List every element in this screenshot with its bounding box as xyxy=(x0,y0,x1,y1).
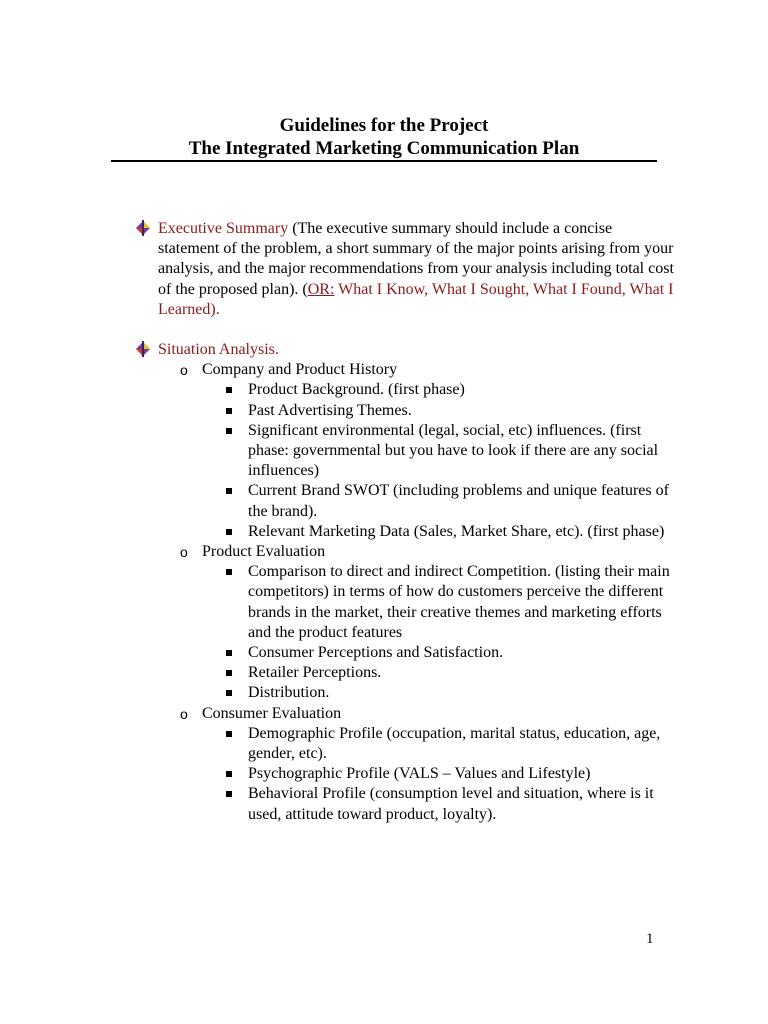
list-item xyxy=(202,724,674,764)
hollow-circle-bullet-icon: o xyxy=(180,544,188,561)
group-label: Company and Product History xyxy=(202,361,398,379)
square-bullet-icon xyxy=(226,690,232,696)
list-item xyxy=(202,663,674,683)
or-text: What I Know, What I Sought, What I Found, What I Learned). xyxy=(158,280,674,318)
executive-summary-section xyxy=(134,219,674,320)
square-bullet-icon xyxy=(226,771,232,777)
document-title xyxy=(111,114,657,160)
item-text: Retailer Perceptions. xyxy=(248,664,382,682)
list-item xyxy=(202,481,674,521)
item-text: Past Advertising Themes. xyxy=(248,401,412,419)
executive-summary-text xyxy=(158,219,674,320)
situation-analysis-list xyxy=(134,360,674,825)
square-bullet-icon xyxy=(226,670,232,676)
bullet-diamond-icon xyxy=(134,219,158,239)
situation-analysis-section xyxy=(134,340,674,825)
list-item xyxy=(202,380,674,400)
square-bullet-icon xyxy=(226,387,232,393)
item-text: Product Background. (first phase) xyxy=(248,381,465,399)
list-item xyxy=(202,421,674,482)
square-bullet-icon xyxy=(226,488,232,494)
item-text: Distribution. xyxy=(248,684,330,702)
list-item xyxy=(202,643,674,663)
sub-list xyxy=(202,380,674,542)
item-text: Comparison to direct and indirect Competition. (listing their main competitors) in terms of how do customers perceive the different brands in the market, their creative themes and marketing efforts and the product features xyxy=(248,563,670,641)
title-line-2: The Integrated Marketing Communication Plan xyxy=(188,138,580,159)
sub-list xyxy=(202,562,674,703)
list-item xyxy=(202,522,674,542)
list-item xyxy=(134,542,674,704)
executive-summary-body: (The executive summary should include a concise statement of the problem, a short summary of the major points arising from your analysis, and the major recommendations from your analysis including total cost of the proposed plan). ( xyxy=(158,220,674,298)
list-item xyxy=(134,360,674,542)
square-bullet-icon xyxy=(226,428,232,434)
square-bullet-icon xyxy=(226,650,232,656)
list-item xyxy=(202,401,674,421)
square-bullet-icon xyxy=(226,569,232,575)
item-text: Psychographic Profile (VALS – Values and Lifestyle) xyxy=(248,765,591,783)
square-bullet-icon xyxy=(226,791,232,797)
list-item xyxy=(202,764,674,784)
page-number: 1 xyxy=(646,931,654,947)
or-label: OR: xyxy=(307,280,335,298)
item-text: Significant environmental (legal, social, etc) influences. (first phase: governmental but you have to look if there are any social influences) xyxy=(248,421,659,480)
hollow-circle-bullet-icon: o xyxy=(180,705,188,722)
sub-list xyxy=(202,724,674,825)
hollow-circle-bullet-icon: o xyxy=(180,362,188,379)
item-text: Current Brand SWOT (including problems and unique features of the brand). xyxy=(248,482,669,520)
situation-analysis-heading: Situation Analysis. xyxy=(158,341,279,358)
item-text: Behavioral Profile (consumption level and situation, where is it used, attitude toward product, loyalty). xyxy=(248,785,654,823)
list-item xyxy=(202,784,674,824)
bullet-diamond-icon xyxy=(134,340,158,360)
title-underline-rule xyxy=(111,160,657,162)
square-bullet-icon xyxy=(226,731,232,737)
item-text: Demographic Profile (occupation, marital status, education, age, gender, etc). xyxy=(248,724,661,763)
group-label: Consumer Evaluation xyxy=(202,704,342,722)
executive-summary-heading: Executive Summary xyxy=(158,220,289,237)
title-line-1: Guidelines for the Project xyxy=(279,115,489,136)
item-text: Consumer Perceptions and Satisfaction. xyxy=(248,644,504,662)
square-bullet-icon xyxy=(226,408,232,414)
list-item xyxy=(202,683,674,703)
square-bullet-icon xyxy=(226,529,232,535)
list-item xyxy=(202,562,674,643)
group-label: Product Evaluation xyxy=(202,543,326,561)
list-item xyxy=(134,704,674,825)
item-text: Relevant Marketing Data (Sales, Market Share, etc). (first phase) xyxy=(248,522,665,540)
